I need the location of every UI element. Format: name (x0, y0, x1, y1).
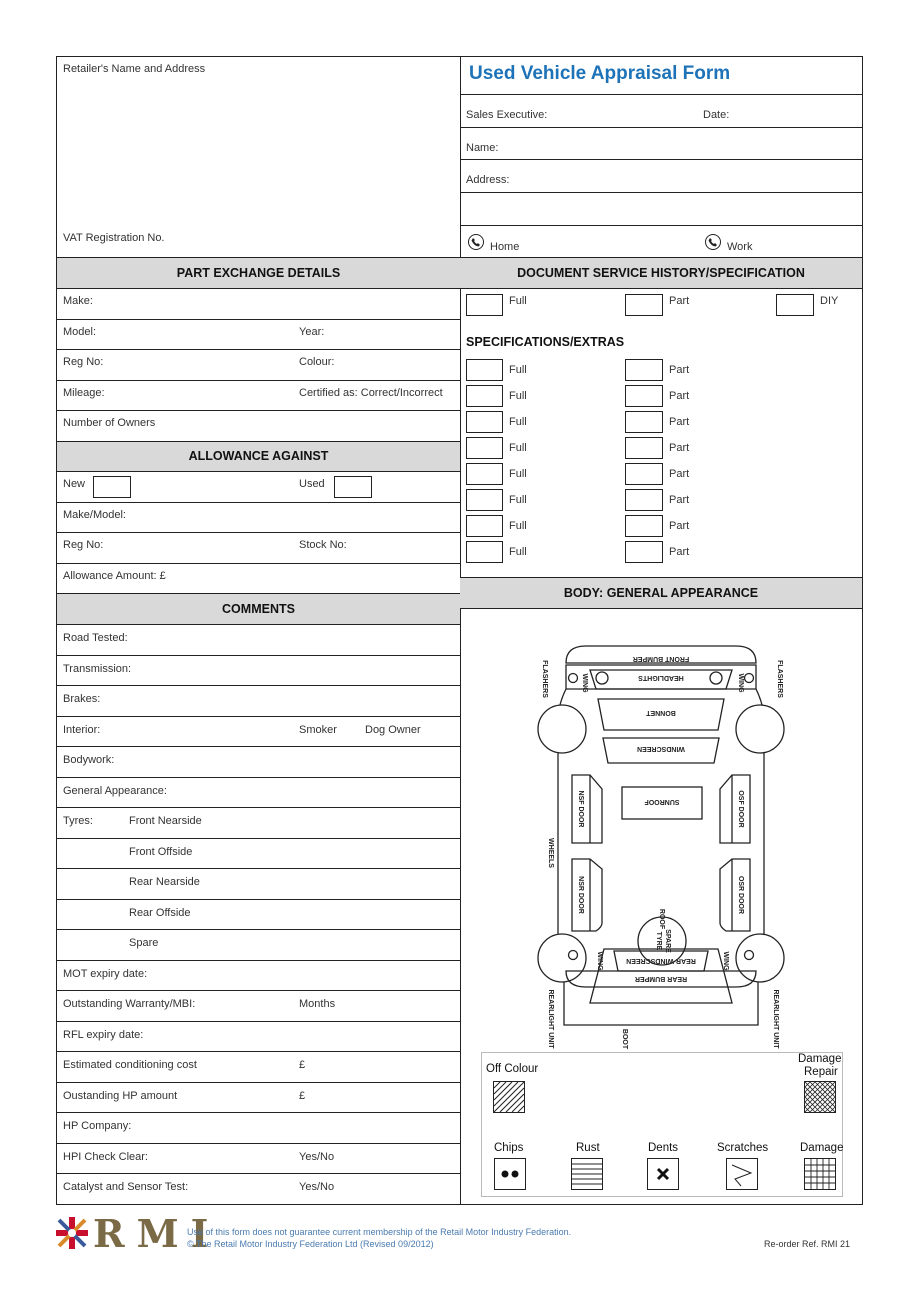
allowance-heading: ALLOWANCE AGAINST (57, 442, 460, 473)
allowance-reg-field[interactable] (57, 533, 460, 564)
flashers-right-text: FLASHERS (776, 660, 783, 698)
rear-nearside-label: Rear Nearside (129, 876, 200, 888)
appraisal-form (56, 56, 863, 1205)
tyres-rear-nearside-field[interactable] (57, 869, 460, 900)
form-title: Used Vehicle Appraisal Form (469, 63, 731, 84)
spec-full-checkbox[interactable] (466, 541, 503, 563)
union-flag-icon (56, 1217, 88, 1249)
new-used-row (57, 472, 460, 503)
hpi-value: Yes/No (299, 1150, 335, 1163)
allowance-amount-label: Allowance Amount: £ (63, 569, 166, 582)
spec-full-label: Full (509, 468, 527, 480)
spec-full-checkbox[interactable] (466, 411, 503, 433)
rear-offside-label: Rear Offside (129, 906, 191, 919)
disclaimer-text: Use of this form does not guarantee current membership of the Retail Motor Industry Federation. (187, 1227, 572, 1237)
left-column (57, 57, 461, 1204)
allowance-reg-label: Reg No: (63, 539, 104, 551)
interior-field[interactable] (57, 717, 460, 748)
retailer-box[interactable] (57, 57, 460, 258)
spec-full-checkbox[interactable] (466, 385, 503, 407)
sunroof-text: SUNROOF (644, 798, 680, 805)
hpi-label: HPI Check Clear: (63, 1150, 148, 1163)
used-checkbox[interactable] (334, 476, 372, 498)
service-diy-label: DIY (820, 295, 839, 307)
osf-door-text: OSF DOOR (737, 790, 744, 828)
catalyst-value: Yes/No (299, 1181, 335, 1193)
hp-company-field[interactable] (57, 1113, 460, 1144)
hp-amount-field[interactable] (57, 1083, 460, 1114)
damage-repair-label-1: Damage (798, 1053, 842, 1065)
bodywork-label: Bodywork: (63, 754, 115, 766)
address-field[interactable] (460, 160, 862, 193)
spec-full-checkbox[interactable] (466, 437, 503, 459)
footer (56, 1211, 863, 1256)
date-label: Date: (703, 109, 730, 121)
osf-door-panel (720, 775, 750, 843)
service-part-label: Part (669, 295, 690, 307)
rfl-label: RFL expiry date: (63, 1028, 144, 1041)
wing-front-right-text: WING (737, 673, 744, 693)
year-label: Year: (299, 325, 325, 338)
nsf-door-text: NSF DOOR (577, 790, 584, 828)
spec-part-label: Part (669, 468, 690, 480)
front-bumper-text: FRONT BUMPER (632, 655, 690, 662)
tyres-spare-field[interactable] (57, 930, 460, 961)
bodywork-field[interactable] (57, 747, 460, 778)
spec-part-checkbox[interactable] (625, 489, 663, 511)
interior-label: Interior: (63, 723, 101, 736)
spec-part-checkbox[interactable] (625, 437, 663, 459)
damage-legend (481, 1052, 843, 1197)
rmi-logo: RMI (93, 1211, 221, 1256)
warranty-label: Outstanding Warranty/MBI: (63, 998, 196, 1010)
wing-front-left-text: WING (581, 673, 588, 693)
allowance-amount-field[interactable] (57, 564, 460, 595)
phone-icon (705, 234, 721, 250)
spec-part-checkbox[interactable] (625, 359, 663, 381)
sales-exec-field[interactable] (460, 95, 862, 128)
model-label: Model: (63, 325, 97, 338)
spare-text: SPARE (664, 929, 671, 953)
general-appearance-field[interactable] (57, 778, 460, 809)
nsr-door-panel (572, 859, 602, 931)
make-label: Make: (63, 295, 93, 307)
address-line-2[interactable] (460, 193, 862, 226)
spec-part-checkbox[interactable] (625, 463, 663, 485)
rear-windscreen-label: REAR WINDSCREEN (626, 957, 696, 964)
certified-label: Certified as: Correct/Incorrect (299, 386, 443, 399)
comments-heading: COMMENTS (57, 594, 460, 625)
spec-part-label: Part (669, 546, 690, 558)
smoker-label[interactable]: Smoker (299, 723, 337, 736)
model-field[interactable] (57, 320, 460, 351)
damage-repair-label-2: Repair (804, 1066, 838, 1078)
right-column (460, 57, 862, 1204)
dents-label: Dents (648, 1142, 679, 1154)
mot-field[interactable] (57, 961, 460, 992)
conditioning-field[interactable] (57, 1052, 460, 1083)
spare-label: Spare (129, 937, 159, 949)
tyres-label: Tyres: (63, 815, 93, 827)
months-label: Months (299, 998, 336, 1010)
chips-swatch (494, 1158, 526, 1190)
wing-rear-left-text: WING (596, 951, 603, 971)
sales-exec-label: Sales Executive: (466, 109, 548, 121)
spec-part-checkbox[interactable] (625, 515, 663, 537)
general-appearance-label: General Appearance: (63, 784, 167, 797)
hp-amount-unit: £ (299, 1089, 306, 1102)
spec-full-label: Full (509, 364, 527, 376)
tyre-text: TYRE (655, 931, 662, 951)
dents-swatch (647, 1158, 679, 1190)
part-exchange-heading: PART EXCHANGE DETAILS (57, 258, 460, 289)
vat-label: VAT Registration No. (63, 232, 165, 244)
osr-door-text: OSR DOOR (737, 875, 744, 915)
off-colour-label: Off Colour (486, 1063, 539, 1075)
service-full-label: Full (509, 295, 527, 307)
flashers-left-text: FLASHERS (541, 660, 548, 698)
rearlight-left-text: REARLIGHT UNIT (547, 989, 554, 1049)
make-model-field[interactable] (57, 503, 460, 534)
new-checkbox[interactable] (93, 476, 131, 498)
copyright-text: © The Retail Motor Industry Federation Ltd (Revised 09/2012) (187, 1239, 434, 1249)
spec-part-label: Part (669, 390, 690, 402)
mileage-label: Mileage: (63, 386, 105, 399)
catalyst-field[interactable] (57, 1174, 460, 1205)
home-label: Home (490, 240, 520, 253)
colour-label: Colour: (299, 356, 335, 368)
spec-full-label: Full (509, 494, 527, 506)
spec-full-label: Full (509, 442, 527, 454)
used-label: Used (299, 478, 325, 490)
name-label: Name: (466, 141, 499, 154)
reg-no-field[interactable] (57, 350, 460, 381)
brakes-field[interactable] (57, 686, 460, 717)
road-tested-label: Road Tested: (63, 632, 128, 644)
spec-full-label: Full (509, 416, 527, 428)
roof-text: ROOF (658, 908, 665, 930)
hpi-field[interactable] (57, 1144, 460, 1175)
rearlight-right-text: REARLIGHT UNIT (772, 989, 779, 1049)
spec-part-label: Part (669, 364, 690, 376)
tyres-front-nearside-field[interactable] (57, 808, 460, 839)
owners-label: Number of Owners (63, 417, 156, 429)
tyres-rear-offside-field[interactable] (57, 900, 460, 931)
headlights-text: HEADLIGHTS (638, 674, 684, 681)
spec-part-label: Part (669, 442, 690, 454)
spec-full-label: Full (509, 520, 527, 532)
off-colour-swatch (493, 1081, 525, 1113)
phone-icon (468, 234, 484, 250)
spec-full-checkbox[interactable] (466, 359, 503, 381)
work-label: Work (727, 240, 753, 253)
service-spec-area (460, 289, 862, 578)
spec-part-label: Part (669, 520, 690, 532)
dog-owner-label[interactable]: Dog Owner (365, 723, 421, 736)
front-offside-label: Front Offside (129, 845, 193, 858)
owners-field[interactable] (57, 411, 460, 442)
boot-text: BOOT (621, 1028, 628, 1050)
rust-label: Rust (576, 1142, 600, 1154)
stock-no-label: Stock No: (299, 539, 347, 551)
rfl-field[interactable] (57, 1022, 460, 1053)
phone-row (460, 226, 862, 259)
rear-bumper-text: REAR BUMPER (634, 975, 688, 982)
osr-door-panel (720, 859, 750, 931)
name-field[interactable] (460, 128, 862, 161)
hp-amount-label: Oustanding HP amount (63, 1089, 178, 1102)
service-part-checkbox[interactable] (625, 294, 663, 316)
mileage-field[interactable] (57, 381, 460, 412)
make-field[interactable] (57, 289, 460, 320)
nsr-door-text: NSR DOOR (577, 876, 584, 914)
road-tested-field[interactable] (57, 625, 460, 656)
spec-full-checkbox[interactable] (466, 463, 503, 485)
title-row (460, 57, 862, 95)
service-diy-checkbox[interactable] (776, 294, 814, 316)
new-label: New (63, 478, 86, 490)
conditioning-label: Estimated conditioning cost (63, 1059, 197, 1071)
retailer-label: Retailer's Name and Address (63, 63, 206, 75)
make-model-label: Make/Model: (63, 508, 126, 521)
damage-swatch (804, 1158, 836, 1190)
warranty-field[interactable] (57, 991, 460, 1022)
scratches-label: Scratches (717, 1142, 769, 1154)
nsf-door-panel (572, 775, 602, 843)
bonnet-text: BONNET (646, 709, 676, 716)
car-body-diagram[interactable] (530, 641, 790, 1053)
reorder-text: Re-order Ref. RMI 21 (764, 1239, 851, 1249)
spec-full-label: Full (509, 546, 527, 558)
brakes-label: Brakes: (63, 693, 101, 705)
front-nearside-label: Front Nearside (129, 815, 202, 827)
spec-full-checkbox[interactable] (466, 515, 503, 537)
reg-no-label: Reg No: (63, 356, 104, 368)
spec-part-checkbox[interactable] (625, 411, 663, 433)
transmission-field[interactable] (57, 656, 460, 687)
catalyst-label: Catalyst and Sensor Test: (63, 1181, 189, 1193)
wing-rear-right-text: WING (722, 951, 729, 971)
scratches-swatch (726, 1158, 758, 1190)
mot-label: MOT expiry date: (63, 967, 148, 980)
address-label: Address: (466, 174, 510, 186)
wheels-text: WHEELS (547, 838, 554, 868)
spec-part-label: Part (669, 416, 690, 428)
spec-part-label: Part (669, 494, 690, 506)
spec-part-checkbox[interactable] (625, 385, 663, 407)
rust-swatch (571, 1158, 603, 1190)
chips-label: Chips (494, 1142, 524, 1154)
conditioning-unit: £ (299, 1059, 306, 1071)
body-heading: BODY: GENERAL APPEARANCE (460, 578, 862, 609)
spec-part-checkbox[interactable] (625, 541, 663, 563)
windscreen-text: WINDSCREEN (637, 745, 685, 752)
service-history-heading: DOCUMENT SERVICE HISTORY/SPECIFICATION (460, 258, 862, 289)
spec-full-label: Full (509, 390, 527, 402)
service-full-checkbox[interactable] (466, 294, 503, 316)
damage-label: Damage (800, 1142, 844, 1154)
transmission-label: Transmission: (63, 662, 132, 675)
specifications-heading: SPECIFICATIONS/EXTRAS (466, 335, 625, 349)
damage-repair-swatch (804, 1081, 836, 1113)
spec-full-checkbox[interactable] (466, 489, 503, 511)
tyres-front-offside-field[interactable] (57, 839, 460, 870)
hp-company-label: HP Company: (63, 1120, 132, 1132)
